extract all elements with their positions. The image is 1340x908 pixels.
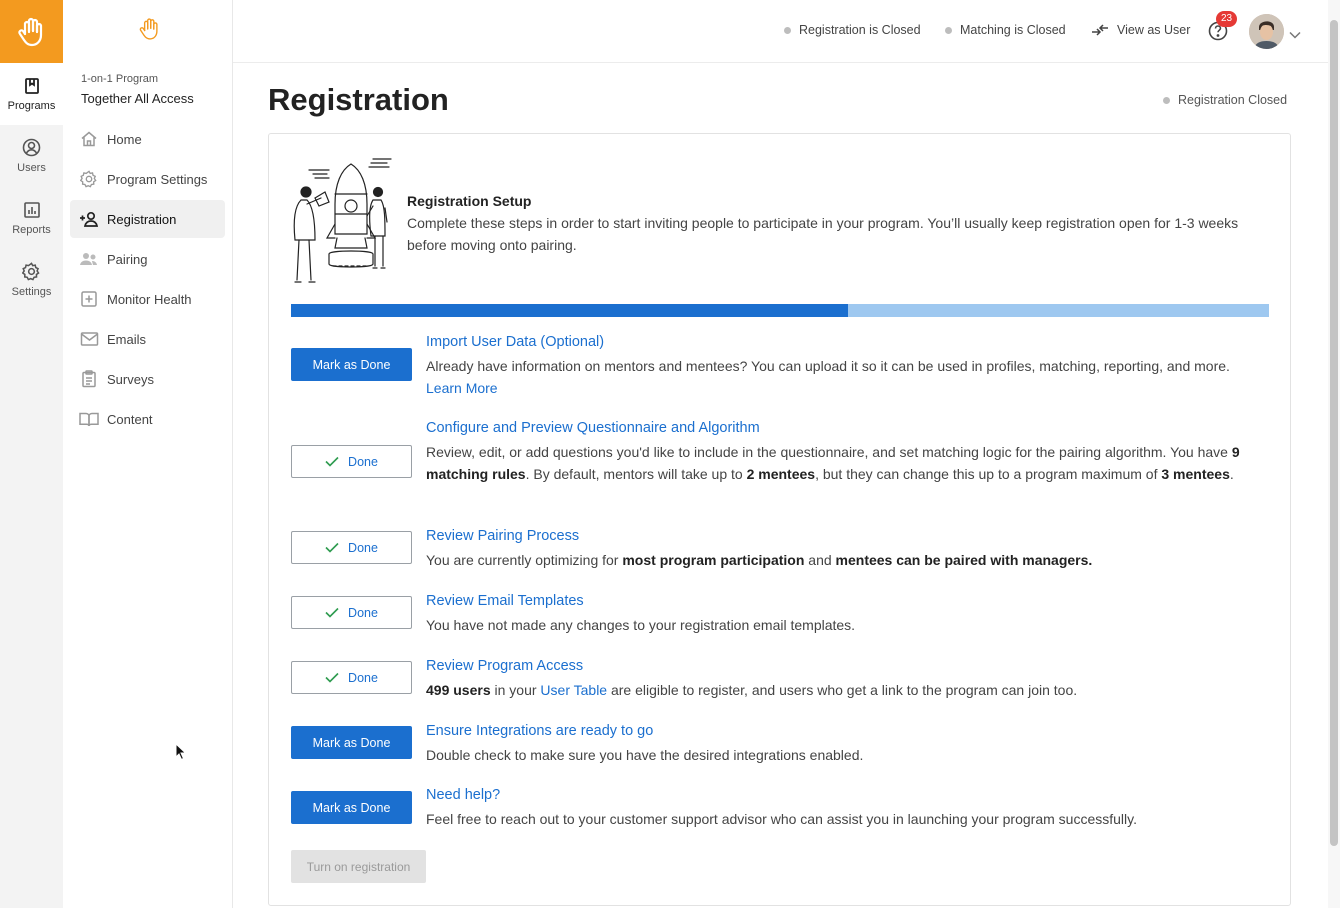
program-nav	[70, 120, 225, 440]
view-as-user-label: View as User	[1117, 23, 1191, 37]
add-user-icon	[79, 210, 99, 228]
registration-status-indicator	[784, 23, 921, 37]
gear-icon	[22, 262, 41, 281]
step-desc-pairing	[426, 549, 1271, 571]
pairing-desc-part-2: and	[808, 552, 832, 568]
sidebar-label-monitor-health: Monitor Health	[107, 291, 192, 307]
sidebar-item-monitor-health[interactable]	[70, 280, 225, 318]
top-bar	[233, 0, 1328, 63]
rail-label-settings: Settings	[11, 286, 52, 298]
access-desc-part-2: are eligible to register, and users who get a link to the program can join too.	[610, 682, 1078, 698]
page-scrollbar[interactable]	[1328, 0, 1340, 908]
default-mentees-count: 2 mentees	[746, 466, 816, 482]
step-desc-integrations: Double check to make sure you have the desired integrations enabled.	[426, 747, 864, 763]
plus-square-icon	[80, 290, 98, 308]
sidebar-item-content[interactable]	[70, 400, 225, 438]
registration-closed-status	[1163, 93, 1287, 107]
registration-setup-card	[268, 133, 1291, 906]
notification-badge: 23	[1216, 11, 1237, 27]
user-table-link[interactable]: User Table	[540, 682, 608, 698]
user-circle-icon	[22, 138, 41, 157]
check-icon	[325, 542, 339, 553]
sidebar-item-home[interactable]	[70, 120, 225, 158]
step-title-access[interactable]: Review Program Access	[426, 658, 584, 674]
user-avatar[interactable]	[1249, 14, 1284, 49]
bar-chart-icon	[23, 201, 41, 219]
rail-item-programs[interactable]	[0, 63, 63, 125]
registration-closed-text: Registration Closed	[1178, 93, 1288, 107]
questionnaire-desc-part-4: .	[1229, 466, 1234, 482]
step-desc-emails: You have not made any changes to your registration email templates.	[426, 617, 856, 633]
matching-rules-count: 9 matching rules	[426, 444, 1240, 482]
mark-as-done-button[interactable]: Mark as Done	[291, 348, 412, 381]
scrollbar-thumb[interactable]	[1330, 20, 1338, 846]
step-title-import[interactable]: Import User Data (Optional)	[426, 334, 605, 350]
rail-item-settings[interactable]	[0, 249, 63, 311]
import-description-text: Already have information on mentors and mentees? You can upload it so it can be used in profiles, matching, reporting, and more.	[426, 358, 1230, 374]
mark-as-done-button[interactable]: Mark as Done	[291, 726, 412, 759]
pairing-optimization: most program participation	[622, 552, 805, 568]
done-button[interactable]	[291, 596, 412, 629]
matching-status-text: Matching is Closed	[960, 23, 1066, 37]
clipboard-icon	[81, 370, 97, 388]
matching-status-indicator	[945, 23, 1066, 37]
mark-as-done-button[interactable]: Mark as Done	[291, 791, 412, 824]
turn-on-registration-button[interactable]: Turn on registration	[291, 850, 426, 883]
rail-item-users[interactable]	[0, 125, 63, 187]
status-dot	[945, 27, 952, 34]
sidebar-label-program-settings: Program Settings	[107, 171, 208, 187]
sidebar-item-program-settings[interactable]	[70, 160, 225, 198]
step-title-help[interactable]: Need help?	[426, 787, 501, 803]
setup-title: Registration Setup	[407, 193, 532, 209]
setup-progress-bar	[291, 304, 1269, 317]
program-sidebar	[63, 0, 233, 908]
arrow-cursor-icon	[175, 743, 187, 761]
sidebar-item-surveys[interactable]	[70, 360, 225, 398]
people-icon	[79, 250, 99, 268]
check-icon	[325, 456, 339, 467]
view-as-user-button[interactable]	[1091, 23, 1190, 37]
rail-label-users: Users	[17, 162, 46, 174]
status-dot	[784, 27, 791, 34]
max-mentees-count: 3 mentees	[1161, 466, 1230, 482]
app-rail	[0, 0, 63, 908]
account-menu-chevron[interactable]	[1289, 26, 1301, 44]
rocket-scientists-illustration	[289, 154, 395, 286]
sidebar-label-pairing: Pairing	[107, 251, 148, 267]
book-icon	[23, 77, 41, 95]
questionnaire-desc-part-1: Review, edit, or add questions you'd like to include in the questionnaire, and set matching logic for the pairing algorithm. You have	[426, 444, 1228, 460]
open-book-icon	[79, 411, 99, 427]
sidebar-label-home: Home	[107, 131, 142, 147]
status-dot	[1163, 97, 1170, 104]
sidebar-item-emails[interactable]	[70, 320, 225, 358]
avatar-image	[1249, 14, 1284, 49]
step-desc-import	[426, 355, 1271, 399]
program-logo	[137, 14, 163, 49]
step-desc-access	[426, 679, 1271, 701]
done-button[interactable]	[291, 661, 412, 694]
sidebar-label-registration: Registration	[107, 211, 177, 227]
sidebar-item-pairing[interactable]	[70, 240, 225, 278]
questionnaire-desc-part-2: . By default, mentors will take up to	[525, 466, 743, 482]
sidebar-item-registration[interactable]	[70, 200, 225, 238]
done-label: Done	[348, 670, 378, 685]
learn-more-link[interactable]: Learn More	[426, 380, 498, 396]
done-button[interactable]	[291, 445, 412, 478]
setup-progress-fill	[291, 304, 848, 317]
pairing-desc-part-1: You are currently optimizing for	[426, 552, 619, 568]
app-logo[interactable]	[0, 0, 63, 63]
mouse-cursor	[175, 743, 187, 766]
done-label: Done	[348, 605, 378, 620]
rocket-illustration	[289, 154, 395, 291]
program-name: Together All Access	[81, 91, 194, 106]
sidebar-label-surveys: Surveys	[107, 371, 154, 387]
sidebar-label-content: Content	[107, 411, 153, 427]
rail-item-reports[interactable]	[0, 187, 63, 249]
eligible-users-count: 499 users	[426, 682, 491, 698]
registration-status-text: Registration is Closed	[799, 23, 921, 37]
mail-icon	[80, 331, 99, 347]
check-icon	[325, 607, 339, 618]
step-desc-help: Feel free to reach out to your customer support advisor who can assist you in launching your program successfully.	[426, 811, 1137, 827]
hand-wave-icon	[137, 14, 163, 44]
rail-label-reports: Reports	[12, 223, 51, 236]
check-icon	[325, 672, 339, 683]
step-title-questionnaire[interactable]: Configure and Preview Questionnaire and Algorithm	[426, 420, 760, 436]
step-title-emails[interactable]: Review Email Templates	[426, 593, 584, 609]
pairing-managers-rule: mentees can be paired with managers.	[835, 552, 1093, 568]
chevron-down-icon	[1289, 31, 1301, 39]
home-icon	[80, 130, 98, 148]
page-title: Registration	[268, 82, 449, 117]
gear-icon	[80, 170, 98, 188]
rail-label-programs: Programs	[7, 99, 56, 112]
step-title-pairing[interactable]: Review Pairing Process	[426, 528, 580, 544]
done-label: Done	[348, 540, 378, 555]
questionnaire-desc-part-3: , but they can change this up to a program maximum of	[815, 466, 1158, 482]
step-title-integrations[interactable]: Ensure Integrations are ready to go	[426, 723, 654, 739]
done-button[interactable]	[291, 531, 412, 564]
hand-wave-icon	[15, 15, 49, 49]
sidebar-label-emails: Emails	[107, 331, 147, 347]
access-desc-part-1: in your	[494, 682, 537, 698]
done-label: Done	[348, 454, 378, 469]
swap-arrows-icon	[1091, 23, 1109, 37]
program-type: 1-on-1 Program	[81, 73, 159, 85]
setup-description: Complete these steps in order to start inviting people to participate in your program. You’ll usually keep registration open for 1-3 weeks before moving onto pairing.	[407, 215, 1239, 253]
step-desc-questionnaire	[426, 441, 1271, 485]
